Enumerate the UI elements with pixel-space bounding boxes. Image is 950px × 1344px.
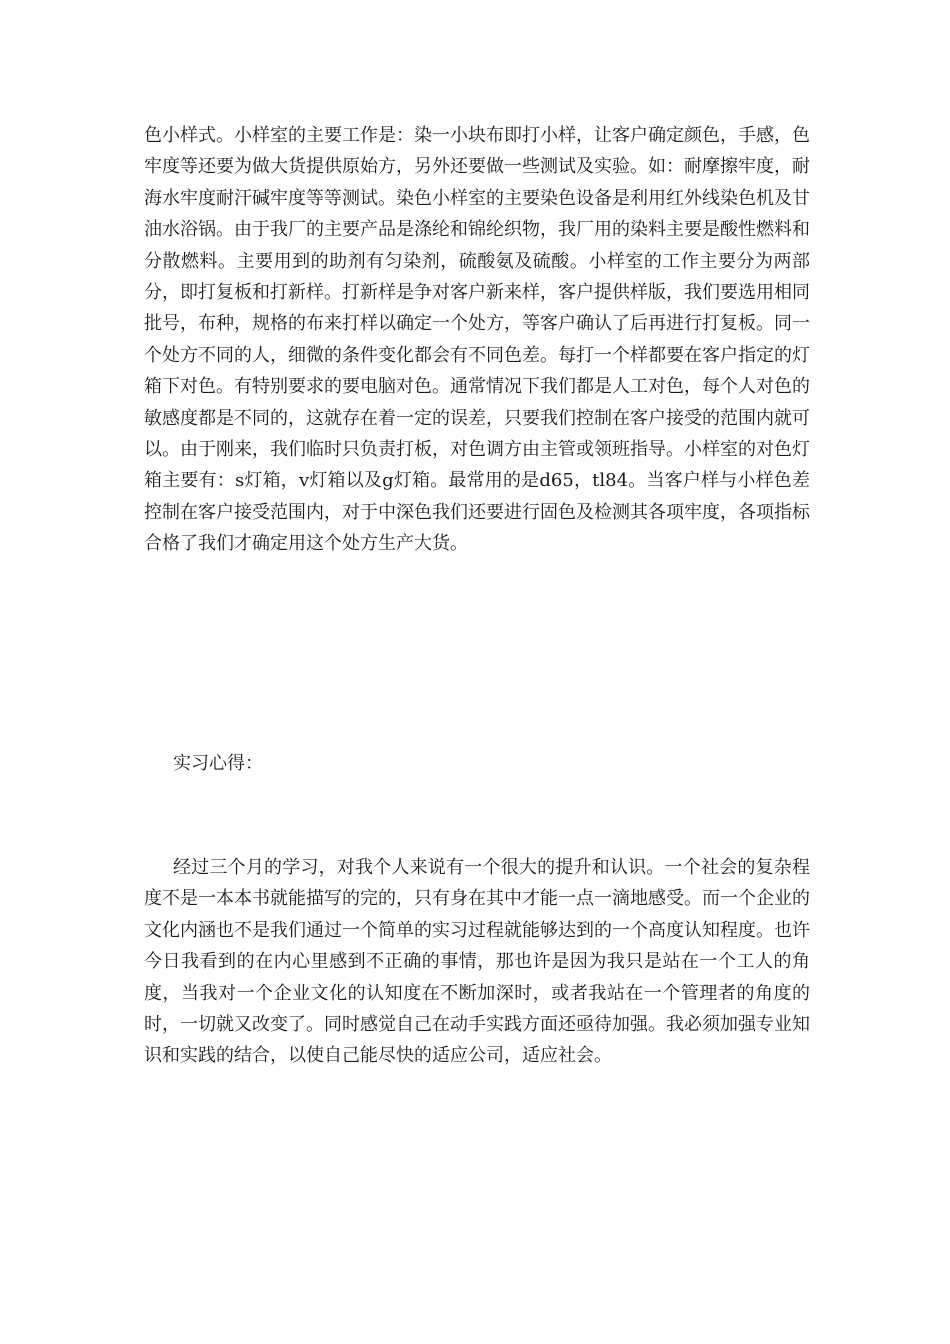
section-heading-internship-reflection: 实习心得： — [173, 753, 263, 774]
body-paragraph-reflection: 经过三个月的学习，对我个人来说有一个很大的提升和认识。一个社会的复杂程度不是一本本书就能描写的完的，只有身在其中才能一点一滴地感受。而一个企业的文化内涵也不是我们通过一个简单的实习过程就能够达到的一个高度认知程度。也许今日我看到的在内心里感到不正确的事情，那也许是因为我只是站在一个工人的角度，当我对一个企业文化的认知度在不断加深时，或者我站在一个管理者的角度的时，一切就又改变了。同时感觉自己在动手实践方面还亟待加强。我必须加强专业知识和实践的结合，以使自己能尽快的适应公司，适应社会。 — [144, 857, 810, 1067]
body-paragraph-dyeing-lab: 色小样式。小样室的主要工作是：染一小块布即打小样，让客户确定颜色，手感，色牢度等还要为做大货提供原始方，另外还要做一些测试及实验。如：耐摩擦牢度，耐海水牢度耐汗碱牢度等等测试。染色小样室的主要染色设备是利用红外线染色机及甘油水浴锅。由于我厂的主要产品是涤纶和锦纶织物，我厂用的染料主要是酸性燃料和分散燃料。主要用到的助剂有匀染剂，硫酸氨及硫酸。小样室的工作主要分为两部分，即打复板和打新样。打新样是争对客户新来样，客户提供样版，我们要选用相同批号，布种，规格的布来打样以确定一个处方，等客户确认了后再进行打复板。同一个处方不同的人，细微的条件变化都会有不同色差。每打一个样都要在客户指定的灯箱下对色。有特别要求的要电脑对色。通常情况下我们都是人工对色，每个人对色的敏感度都是不同的，这就存在着一定的误差，只要我们控制在客户接受的范围内就可以。由于刚来，我们临时只负责打板，对色调方由主管或领班指导。小样室的对色灯箱主要有：s灯箱，v灯箱以及g灯箱。最常用的是d65，tl84。当客户样与小样色差控制在客户接受范围内，对于中深色我们还要进行固色及检测其各项牢度，各项指标合格了我们才确定用这个处方生产大货。 — [144, 125, 810, 555]
